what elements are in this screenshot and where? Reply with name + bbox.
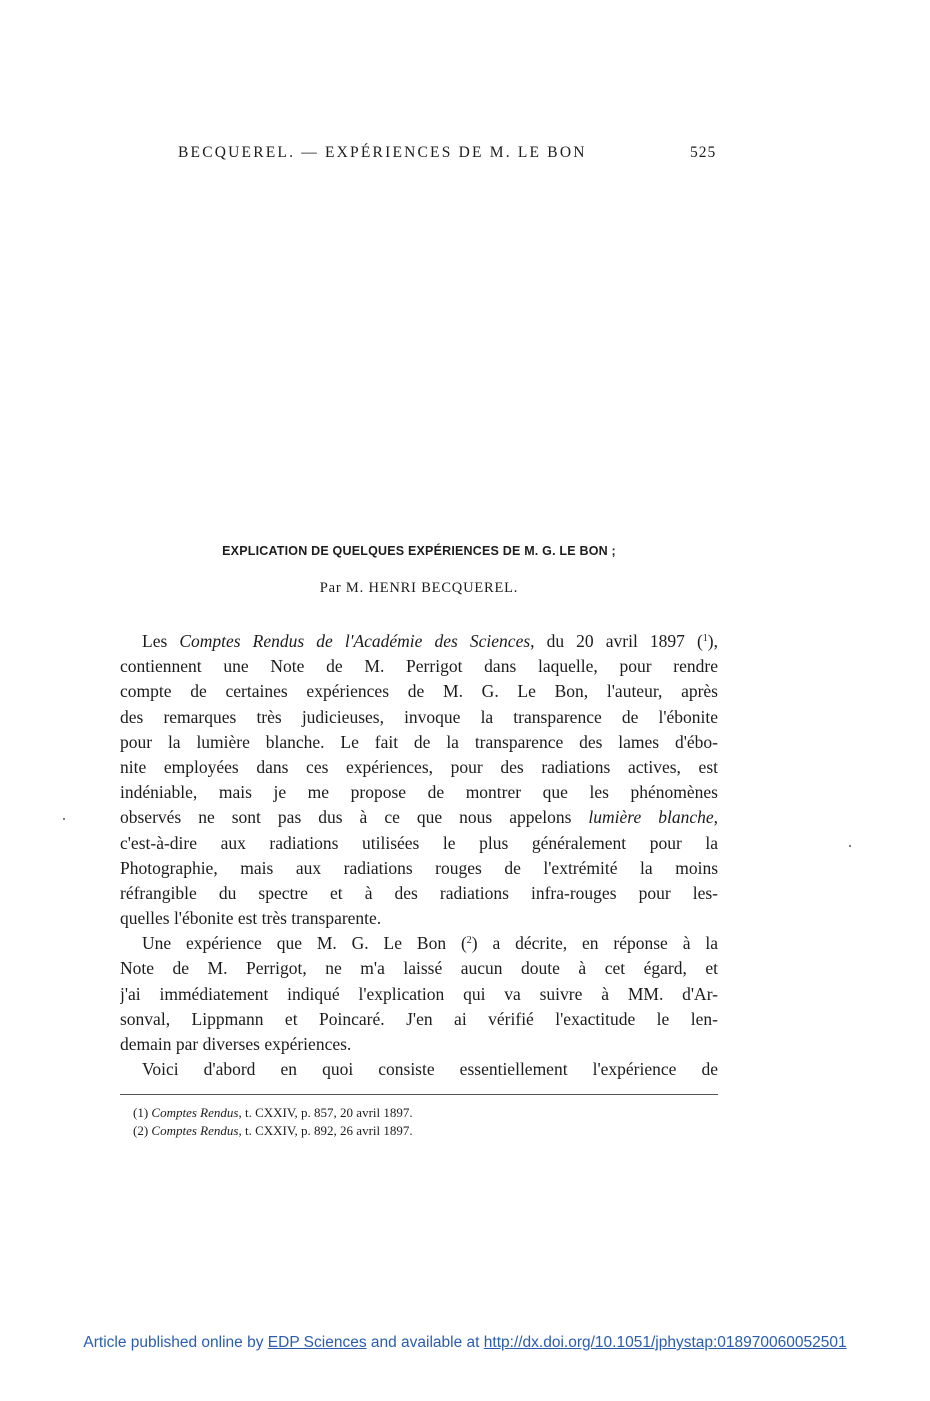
text-span: Les [142,631,180,651]
page-number: 525 [690,144,717,161]
body-line: Photographie, mais aux radiations rouges de l'extrémité la moins [120,857,718,878]
body-line: compte de certaines expériences de M. G. Le Bon, l'auteur, après [120,681,718,702]
emphasis-italic: lumière blanche [588,807,714,828]
journal-title-italic: Comptes Rendus de l'Académie des Sciences [179,631,531,651]
footnote-ref-2: 2 [466,935,472,947]
footer-text: and available at [366,1334,484,1351]
footer-text: Article published online by [83,1334,268,1351]
text-span: ) a décrite, en réponse à la [471,933,718,954]
publisher-footer [0,1334,930,1352]
body-line: indéniable, mais je me propose de montrer que les phénomènes [120,782,718,803]
footnote-text: , t. CXXIV, p. 892, 26 avril 1897. [238,1123,413,1138]
body-line [120,629,718,654]
body-line: c'est-à-dire aux radiations utilisées le plus généralement pour la [120,832,718,853]
footnotes [133,1104,718,1140]
body-line: pour la lumière blanche. Le fait de la transparence des lames d'ébo- [120,731,718,752]
footnote-mark: (2) [133,1123,149,1138]
body-line: quelles l'ébonite est très transparente. [120,908,382,929]
running-head-title: BECQUEREL. — EXPÉRIENCES DE M. LE BON [178,144,587,161]
body-line: réfrangible du spectre et à des radiations infra-rouges pour les- [120,882,718,903]
text-span: Une expérience que M. G. Le Bon ( [142,933,467,954]
footnote-mark: (1) [133,1105,149,1120]
body-line [120,805,718,830]
body-line: sonval, Lippmann et Poincaré. J'en ai vérifié l'exactitude le len- [120,1008,718,1029]
footnote-1 [133,1104,718,1122]
body-line: Note de M. Perrigot, ne m'a laissé aucun doute à cet égard, et [120,958,718,979]
body-line: des remarques très judicieuses, invoque la transparence de l'ébonite [120,706,718,727]
article-body [120,629,718,1082]
footnote-divider [120,1094,718,1095]
text-span: ), [707,631,718,651]
body-line: contiennent une Note de M. Perrigot dans laquelle, pour rendre [120,656,718,677]
text-span: observés ne sont pas dus à ce que nous appelons [120,807,589,828]
footnote-2 [133,1122,718,1140]
body-line: demain par diverses expériences. [120,1034,352,1054]
text-span: , du 20 avril 1897 ( [530,631,703,651]
article-byline: Par M. HENRI BECQUEREL. [319,580,519,596]
body-line [120,931,718,956]
footnote-source-italic: Comptes Rendus [151,1105,239,1120]
body-line: nite employées dans ces expériences, pour des radiations actives, est [120,756,718,777]
footnote-text: , t. CXXIV, p. 857, 20 avril 1897. [238,1105,413,1120]
footnote-source-italic: Comptes Rendus [151,1123,239,1138]
footnote-ref-1: 1 [702,633,708,644]
scan-speck [63,818,65,820]
text-span: , [713,807,718,828]
body-line: Voici d'abord en quoi consiste essentiellement l'expérience de [142,1059,718,1080]
scan-speck [849,845,851,847]
running-head [0,144,930,168]
edp-sciences-link[interactable]: EDP Sciences [267,1334,367,1351]
article-title: EXPLICATION DE QUELQUES EXPÉRIENCES DE M. G. LE BON ; [222,544,616,558]
body-line: j'ai immédiatement indiqué l'explication qui va suivre à MM. d'Ar- [120,983,718,1004]
doi-link[interactable]: http://dx.doi.org/10.1051/jphystap:018970060052501 [483,1334,847,1351]
